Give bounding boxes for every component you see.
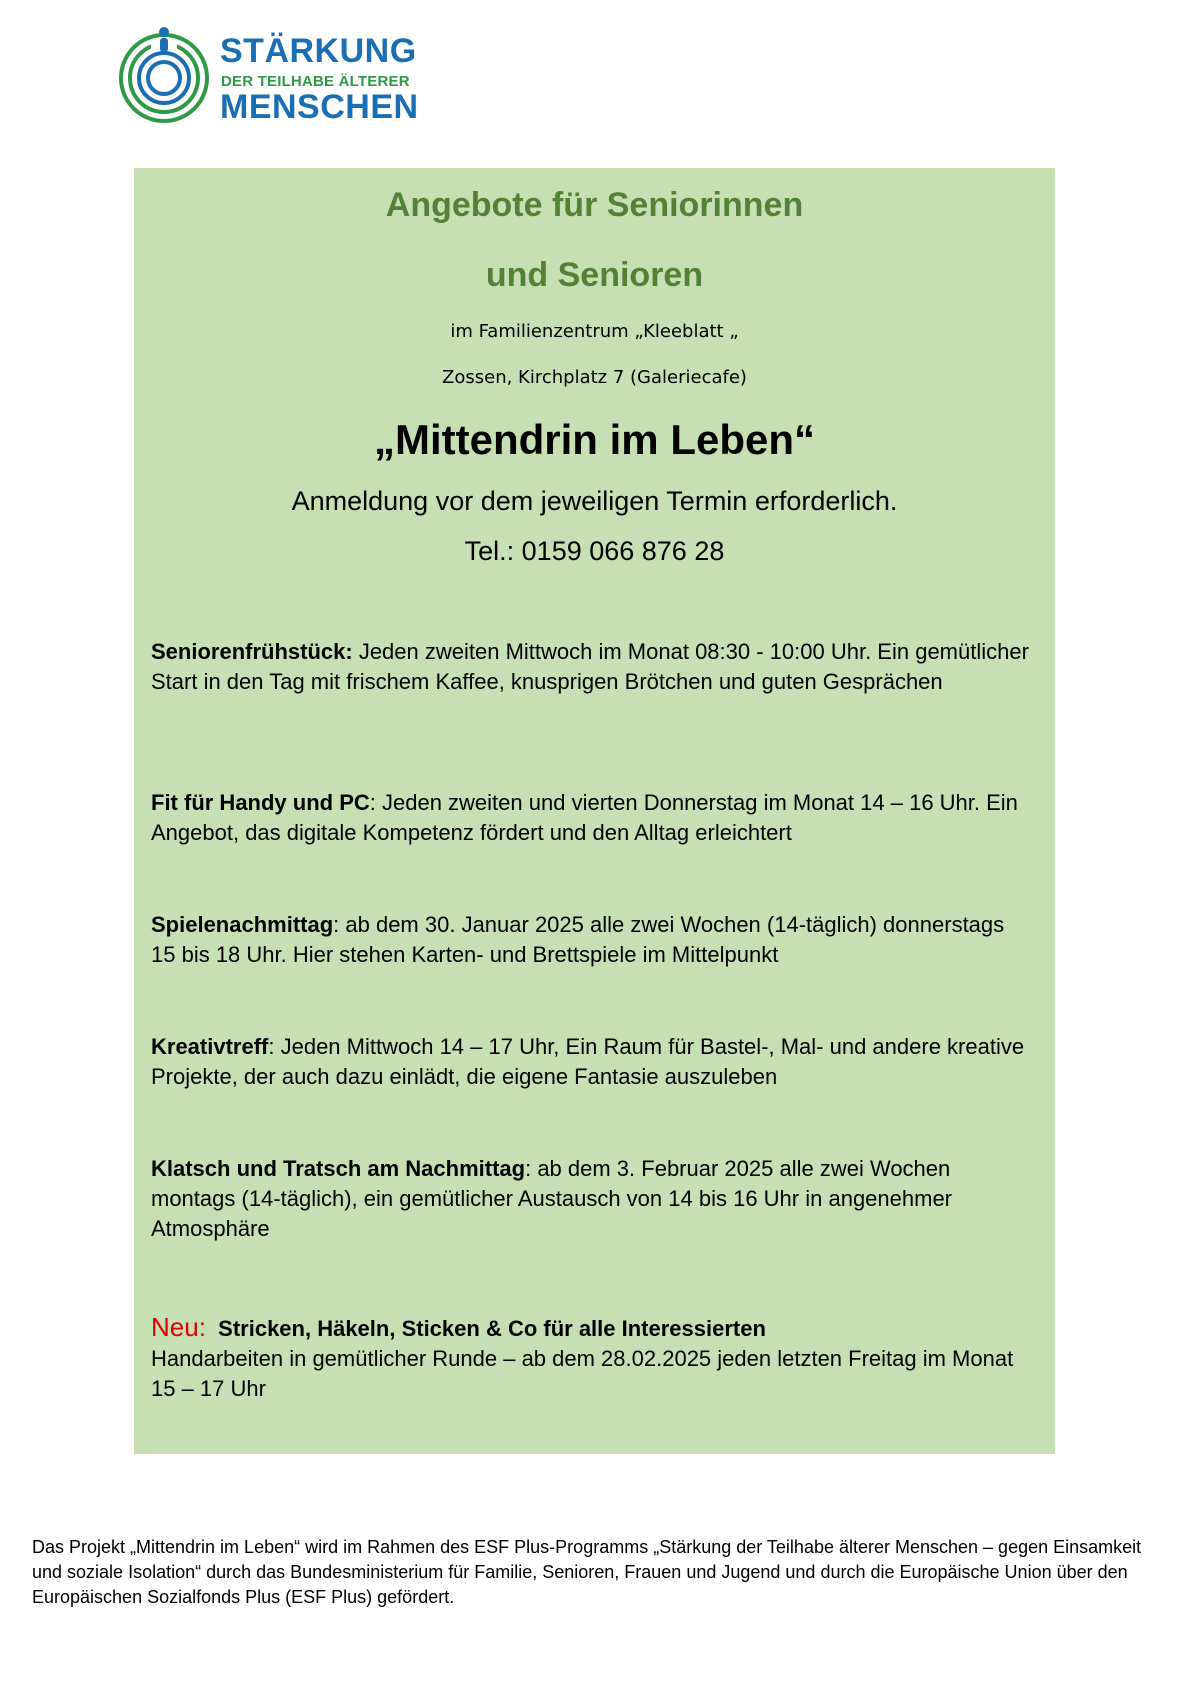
offer-text: : ab dem 3. Februar 2025 alle zwei Wochen montags (14-täglich), ein gemütlicher Austausch von 14 bis 16 Uhr in angenehmer Atmosphäre xyxy=(151,1156,953,1241)
motto: „Mittendrin im Leben“ xyxy=(374,416,815,463)
new-offer-label: Neu: xyxy=(151,1312,206,1342)
funding-notice: Das Projekt „Mittendrin im Leben“ wird im Rahmen des ESF Plus-Programms „Stärkung der Teilhabe älterer Menschen – gegen Einsamkeit und soziale Isolation“ durch das Bundesministerium für Familie, Senioren, Frauen und Jugend und durch die Europäische Union über den Europäischen Sozialfonds Plus (ESF Plus) gefördert. xyxy=(32,1537,1142,1607)
offer-seniorenfruehstueck xyxy=(151,637,1031,697)
offer-fit-fuer-handy-und-pc xyxy=(151,788,1031,848)
title-line-1: Angebote für Seniorinnen xyxy=(385,186,804,224)
offer-text: Jeden zweiten Mittwoch im Monat 08:30 - 10:00 Uhr. Ein gemütlicher Start in den Tag mit frischem Kaffee, knusprigen Brötchen und guten Gesprächen xyxy=(151,639,1029,694)
offer-text: : Jeden zweiten und vierten Donnerstag im Monat 14 – 16 Uhr. Ein Angebot, das digitale Kompetenz fördert und den Alltag erleichtert xyxy=(151,790,1018,845)
phone-number: Tel.: 0159 066 876 28 xyxy=(464,536,725,566)
logo-line-1: STÄRKUNG xyxy=(220,32,417,70)
offer-klatsch-und-tratsch xyxy=(151,1154,1031,1244)
title-line-2: und Senioren xyxy=(485,256,704,294)
offer-name: Kreativtreff xyxy=(151,1034,269,1059)
concentric-circles-person-logo-icon xyxy=(118,26,218,126)
location-line-2: Zossen, Kirchplatz 7 (Galeriecafe) xyxy=(442,367,747,388)
offer-text: : ab dem 30. Januar 2025 alle zwei Wochen (14-täglich) donnerstags 15 bis 18 Uhr. Hier stehen Karten- und Brettspiele im Mittelpunkt xyxy=(151,912,1005,967)
offer-kreativtreff xyxy=(151,1032,1031,1092)
logo-line-3: MENSCHEN xyxy=(220,88,419,126)
registration-note: Anmeldung vor dem jeweiligen Termin erforderlich. xyxy=(291,486,898,516)
offer-spielenachmittag xyxy=(151,910,1031,970)
offer-name: Spielenachmittag xyxy=(151,912,334,937)
location-line-1: im Familienzentrum „Kleeblatt „ xyxy=(450,321,739,342)
offer-text: : Jeden Mittwoch 14 – 17 Uhr, Ein Raum für Bastel-, Mal- und andere kreative Projekte, der auch dazu einlädt, die eigene Fantasie auszuleben xyxy=(151,1034,1025,1089)
logo xyxy=(118,26,438,126)
new-offer-text: Handarbeiten in gemütlicher Runde – ab dem 28.02.2025 jeden letzten Freitag im Monat 15 – 17 Uhr xyxy=(151,1346,1014,1401)
offer-name: Fit für Handy und PC xyxy=(151,790,370,815)
logo-line-2: DER TEILHABE ÄLTERER xyxy=(221,73,410,90)
new-offer xyxy=(151,1312,1031,1404)
offer-name: Seniorenfrühstück: xyxy=(151,639,353,664)
offers-panel xyxy=(134,168,1055,1454)
offer-name: Klatsch und Tratsch am Nachmittag xyxy=(151,1156,526,1181)
new-offer-title: Stricken, Häkeln, Sticken & Co für alle Interessierten xyxy=(218,1316,766,1341)
